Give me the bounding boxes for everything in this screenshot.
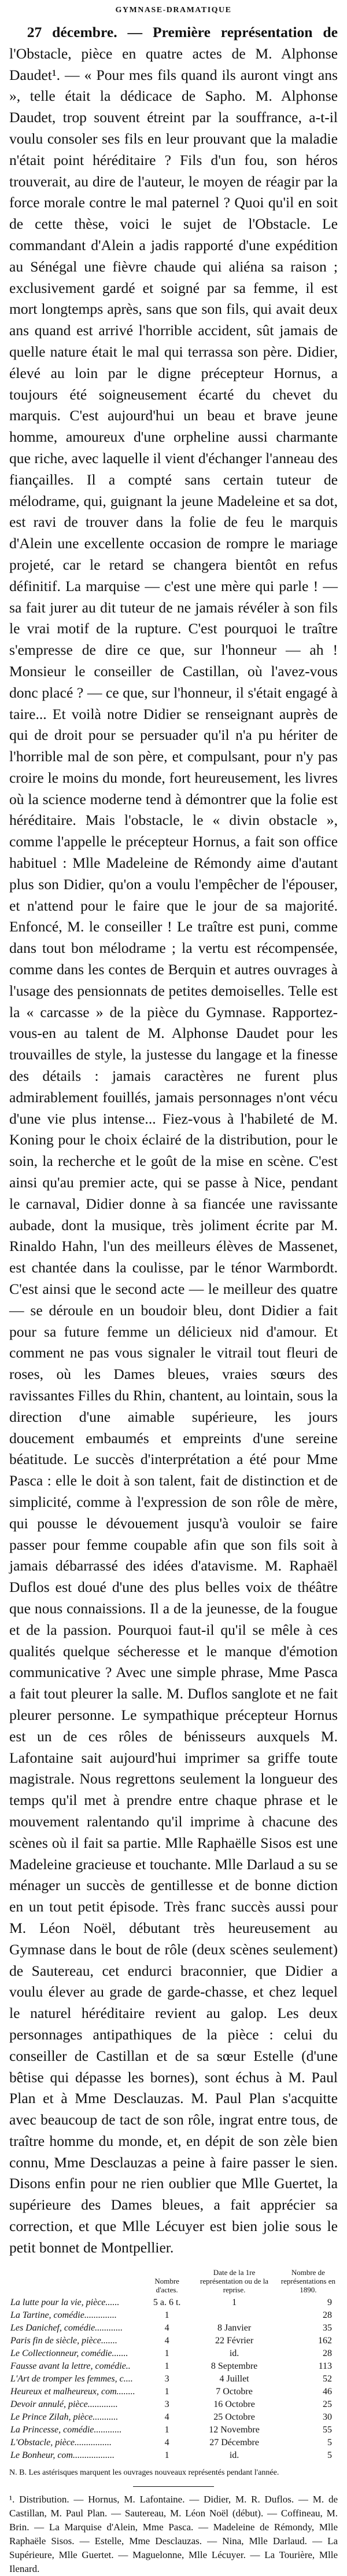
row-count: 35 [323,2322,332,2333]
row-count: 5 [327,2437,332,2447]
row-acts: 3 [164,2373,169,2384]
row-title: Heureux et malheureux, com........ [10,2386,135,2397]
table-row [9,2398,338,2411]
row-acts: 4 [164,2322,169,2333]
header-title [9,2268,144,2296]
row-title: Paris fin de siècle, pièce....... [10,2335,117,2346]
table-row [9,2424,338,2436]
row-acts: 4 [164,2437,169,2447]
row-count: 5 [327,2450,332,2460]
row-count: 162 [318,2335,332,2346]
row-date: id. [229,2450,239,2460]
table-row [9,2335,338,2347]
header-acts: Nombre d'actes. [154,2276,179,2294]
row-title: Le Collectionneur, comédie....... [10,2348,128,2358]
table-row [9,2322,338,2335]
row-title: La Tartine, comédie.............. [10,2310,117,2320]
row-count: 113 [318,2361,332,2371]
row-title: Le Bonheur, com.................. [10,2450,115,2460]
row-title: L'Obstacle, pièce................ [10,2437,112,2447]
row-date: 7 Octobre [216,2386,253,2397]
row-count: 30 [323,2412,332,2422]
footnote-divider [133,2486,214,2487]
article-body [9,22,338,2259]
table-row [9,2449,338,2462]
row-count: 52 [323,2373,332,2384]
stats-table [9,2268,338,2462]
row-acts: 1 [164,2361,169,2371]
running-header: GYMNASE-DRAMATIQUE [115,6,232,14]
row-date: id. [229,2348,239,2358]
row-date: 25 Octobre [213,2412,255,2422]
row-acts: 1 [164,2348,169,2358]
row-count: 25 [323,2399,332,2409]
performance-table [9,2268,338,2478]
table-note: N. B. Les astérisques marquent les ouvrages nouveaux représentés pendant l'année. [9,2468,279,2477]
row-date: 1 [232,2297,237,2307]
table-row [9,2436,338,2449]
header-count: Nombre de représentations en 1890. [280,2267,335,2294]
table-header-row [9,2268,338,2296]
article-lead: 27 décembre. — Première représentation de [27,24,338,41]
row-count: 28 [323,2310,332,2320]
row-acts: 1 [164,2424,169,2435]
row-acts: 1 [164,2450,169,2460]
table-row [9,2386,338,2398]
row-acts: 1 [164,2386,169,2397]
row-title: Les Danichef, comédie............ [10,2322,123,2333]
row-acts: 1 [164,2310,169,2320]
row-date [190,2309,278,2322]
table-row [9,2373,338,2386]
row-count: 28 [323,2348,332,2358]
row-count: 55 [323,2424,332,2435]
row-title: La Princesse, comédie............ [10,2424,122,2435]
row-title: L'Art de tromper les femmes, c.... [10,2373,133,2384]
row-date: 12 Novembre [209,2424,260,2435]
row-acts: 3 [164,2399,169,2409]
table-row [9,2296,338,2309]
row-count: 46 [323,2386,332,2397]
row-date: 22 Février [215,2335,254,2346]
row-acts: 5 a. 6 t. [153,2297,181,2307]
row-date: 27 Décembre [209,2437,259,2447]
row-title: La lutte pour la vie, pièce...... [10,2297,120,2307]
row-date: 8 Septembre [211,2361,258,2371]
row-date: 4 Juillet [219,2373,249,2384]
row-title: Le Prince Zilah, pièce........... [10,2412,119,2422]
table-row [9,2347,338,2360]
row-acts: 4 [164,2412,169,2422]
row-count: 9 [327,2297,332,2307]
row-date: 8 Janvier [217,2322,252,2333]
row-title: Devoir annulé, pièce............. [10,2399,118,2409]
row-acts: 4 [164,2335,169,2346]
article-text: l'Obstacle, pièce en quatre actes de M. Alphonse Daudet¹. — « Pour mes fils quand ils auront vingt ans », telle était la dédicace de Sapho. M. Alphonse Daudet, trop souvent étreint par la souffrance, a-t-il voulu consoler ses fils en leur prouvant que la maladie n'était point héréditaire ? Fils d'un fou, son héros trouverait, au dire de l'auteur, le moyen de réagir par la force morale contre le mal paternel ? Quoi qu'il en soit de cette thèse, voici le sujet de l'Obstacle. Le commandant d'Alein a jadis rapporté d'une expédition au Sénégal une fièvre chaude qui aliéna sa raison ; exclusivement gardé et soigné par sa femme, il est mort longtemps après, sans que son fils, qui avait deux ans quand est arrivé l'horrible accident, sût jamais de quelle nature était le mal qui terrassa son père. Didier, élevé au loin par le digne précepteur Hornus, a toujours été soigneusement écarté du chevet du marquis. C'est aujourd'hui un beau et brave jeune homme, amoureux d'une orpheline aussi charmante que riche, avec laquelle il vient d'échanger l'anneau des fiançailles. Il a compté sans certain tuteur de mélodrame, qui, guignant la jeune Madeleine et sa dot, est ravi de trouver dans la folie de feu le marquis d'Alein une excellente occasion de rompre le mariage projeté, car le retard se changera bientôt en refus définitif. La marquise — c'est une mère qui parle ! — sa fait jurer au dit tuteur de ne jamais révéler à son fils le vrai motif de la rupture. C'est pourquoi le traître s'empresse de dire ce que, sur l'honneur — ah ! Monsieur le conseiller de Castillan, où l'avez-vous donc placé ? — ce que, sur l'honneur, il s'était engagé à taire... Et voilà notre Didier se renseignant auprès de qui de droit pour se persuader qu'il n'a pu hériter de l'horrible mal de son père, et compulsant, pour n'y pas croire le moins du monde, fort heureusement, les livres où la science moderne tend à démontrer que la folie est héréditaire. Mais l'obstacle, le « divin obstacle », comme l'appelle le précepteur Hornus, a fait son office habituel : Mlle Madeleine de Rémondy aime d'autant plus son Didier, qu'on a voulu l'empêcher de l'épouser, et n'attend pour le faire que le jour de sa majorité. Enfoncé, M. le conseiller ! Le traître est puni, comme dans tout bon mélodrame ; la vertu est récompensée, comme dans les contes de Berquin et autres ouvrages à l'usage des pensionnats de petites demoiselles. Telle est la « carcasse » de la pièce du Gymnase. Rapportez-vous-en au talent de M. Alphonse Daudet pour les trouvailles de style, la justesse du langage et la finesse des détails : jamais caractères ne furent plus admirablement fouillés, jamais personnages n'ont vécu d'une vie plus intense... Fiez-vous à l'habileté de M. Koning pour le choix éclairé de la distribution, pour le soin, la recherche et le goût de la mise en scène. C'est ainsi qu'au premier acte, qui se passe à Nice, pendant le carnaval, Didier donne à sa fiancée une ravissante aubade, dont la musique, très joliment écrite par M. Rinaldo Hahn, l'un des meilleurs élèves de Massenet, est chantée dans la coulisse, par le ténor Warmbordt. C'est ainsi que le second acte — le meilleur des quatre — se déroule en un boudoir bleu, dont Didier a fait pour sa future femme un délicieux nid d'amour. Et comment ne pas vous signaler le vitrail tout fleuri de roses, où les Dames bleues, vraies sœurs des ravissantes Filles du Rhin, chantent, au lointain, sous la direction d'une aimable supérieure, les jours doucement embaumés et empreints d'une sereine béatitude. Le succès d'interprétation a été pour Mme Pasca : elle le doit à son talent, fait de distinction et de simplicité, comme à l'expression de son rôle de mère, qui pousse le dévouement jusqu'à vouloir se faire passer pour femme coupable afin que son fils soit à jamais débarrassé des idées d'atavisme. M. Raphaël Duflos est doué d'une des plus belles voix de théâtre que nous connaissions. Il a de la jeunesse, de la fougue et de la passion. Pourquoi faut-il qu'il se mêle à ces qualités quelque sécheresse et le manque d'émotion communicative ? Avec une simple phrase, Mme Pasca a fait tout pleurer la salle. M. Duflos sanglote et ne fait pleurer personne. Le sympathique précepteur Hornus est un de ces rôles de bénisseurs auxquels M. Lafontaine sait aujourd'hui imprimer sa griffe toute magistrale. Nous regrettons seulement la longueur des temps qu'il met à prendre entre chaque phrase et le mouvement ralentando qu'il imprime à chacune des scènes où il fait sa partie. Mlle Raphaëlle Sisos est une Madeleine gracieuse et touchante. Mlle Darlaud a su se ménager un succès de gentillesse et de bonne diction en un tout petit épisode. Très franc succès aussi pour M. Léon Noël, débutant très heureusement au Gymnase dans le bout de rôle (deux scènes seulement) de Sautereau, cet endurci braconnier, que Didier a voulu élever au grade de garde-chasse, et chez lequel le naturel héréditaire revient au galop. Les deux personnages antipathiques de la pièce : celui du conseiller de Castillan et de sa sœur Estelle (d'une bêtise qui dépasse les bornes), sont échus à M. Paul Plan et à Mme Desclauzas. M. Paul Plan s'acquitte avec beaucoup de tact de son rôle, ingrat entre tous, de traître homme du monde, et, en dépit de son zèle bien connu, Mme Desclauzas a peine à faire passer le sien. Disons enfin pour ne rien oublier que Mlle Guertet, la supérieure des Dames bleues, a fait apprécier sa correction, et que Mlle Lécuyer est bien jolie sous le petit bonnet de Montpellier. [9,45,338,2256]
table-row [9,2411,338,2424]
footnote-distribution: ¹. Distribution. — Hornus, M. Lafontaine. — Didier, M. R. Duflos. — M. de Castillan, M. Paul Plan. — Sautereau, M. Léon Noël (début). — Coffineau, M. Brin. — La Marquise d'Alein, Mme Pasca. — Madeleine de Rémondy, Mlle Raphaële Sisos. — Estelle, Mme Desclauzas. — Nina, Mlle Darlaud. — La Supérieure, Mlle Guertet. — Maguelonne, Mlle Lécuyer. — La Tourière, Mlle Ilenard. [9,2493,338,2574]
row-title: Fausse avant la lettre, comédie.. [10,2361,131,2371]
header-date: Date de la 1re représentation ou de la reprise. [200,2267,269,2294]
table-row [9,2360,338,2373]
table-row [9,2309,338,2322]
row-date: 16 Octobre [213,2399,255,2409]
